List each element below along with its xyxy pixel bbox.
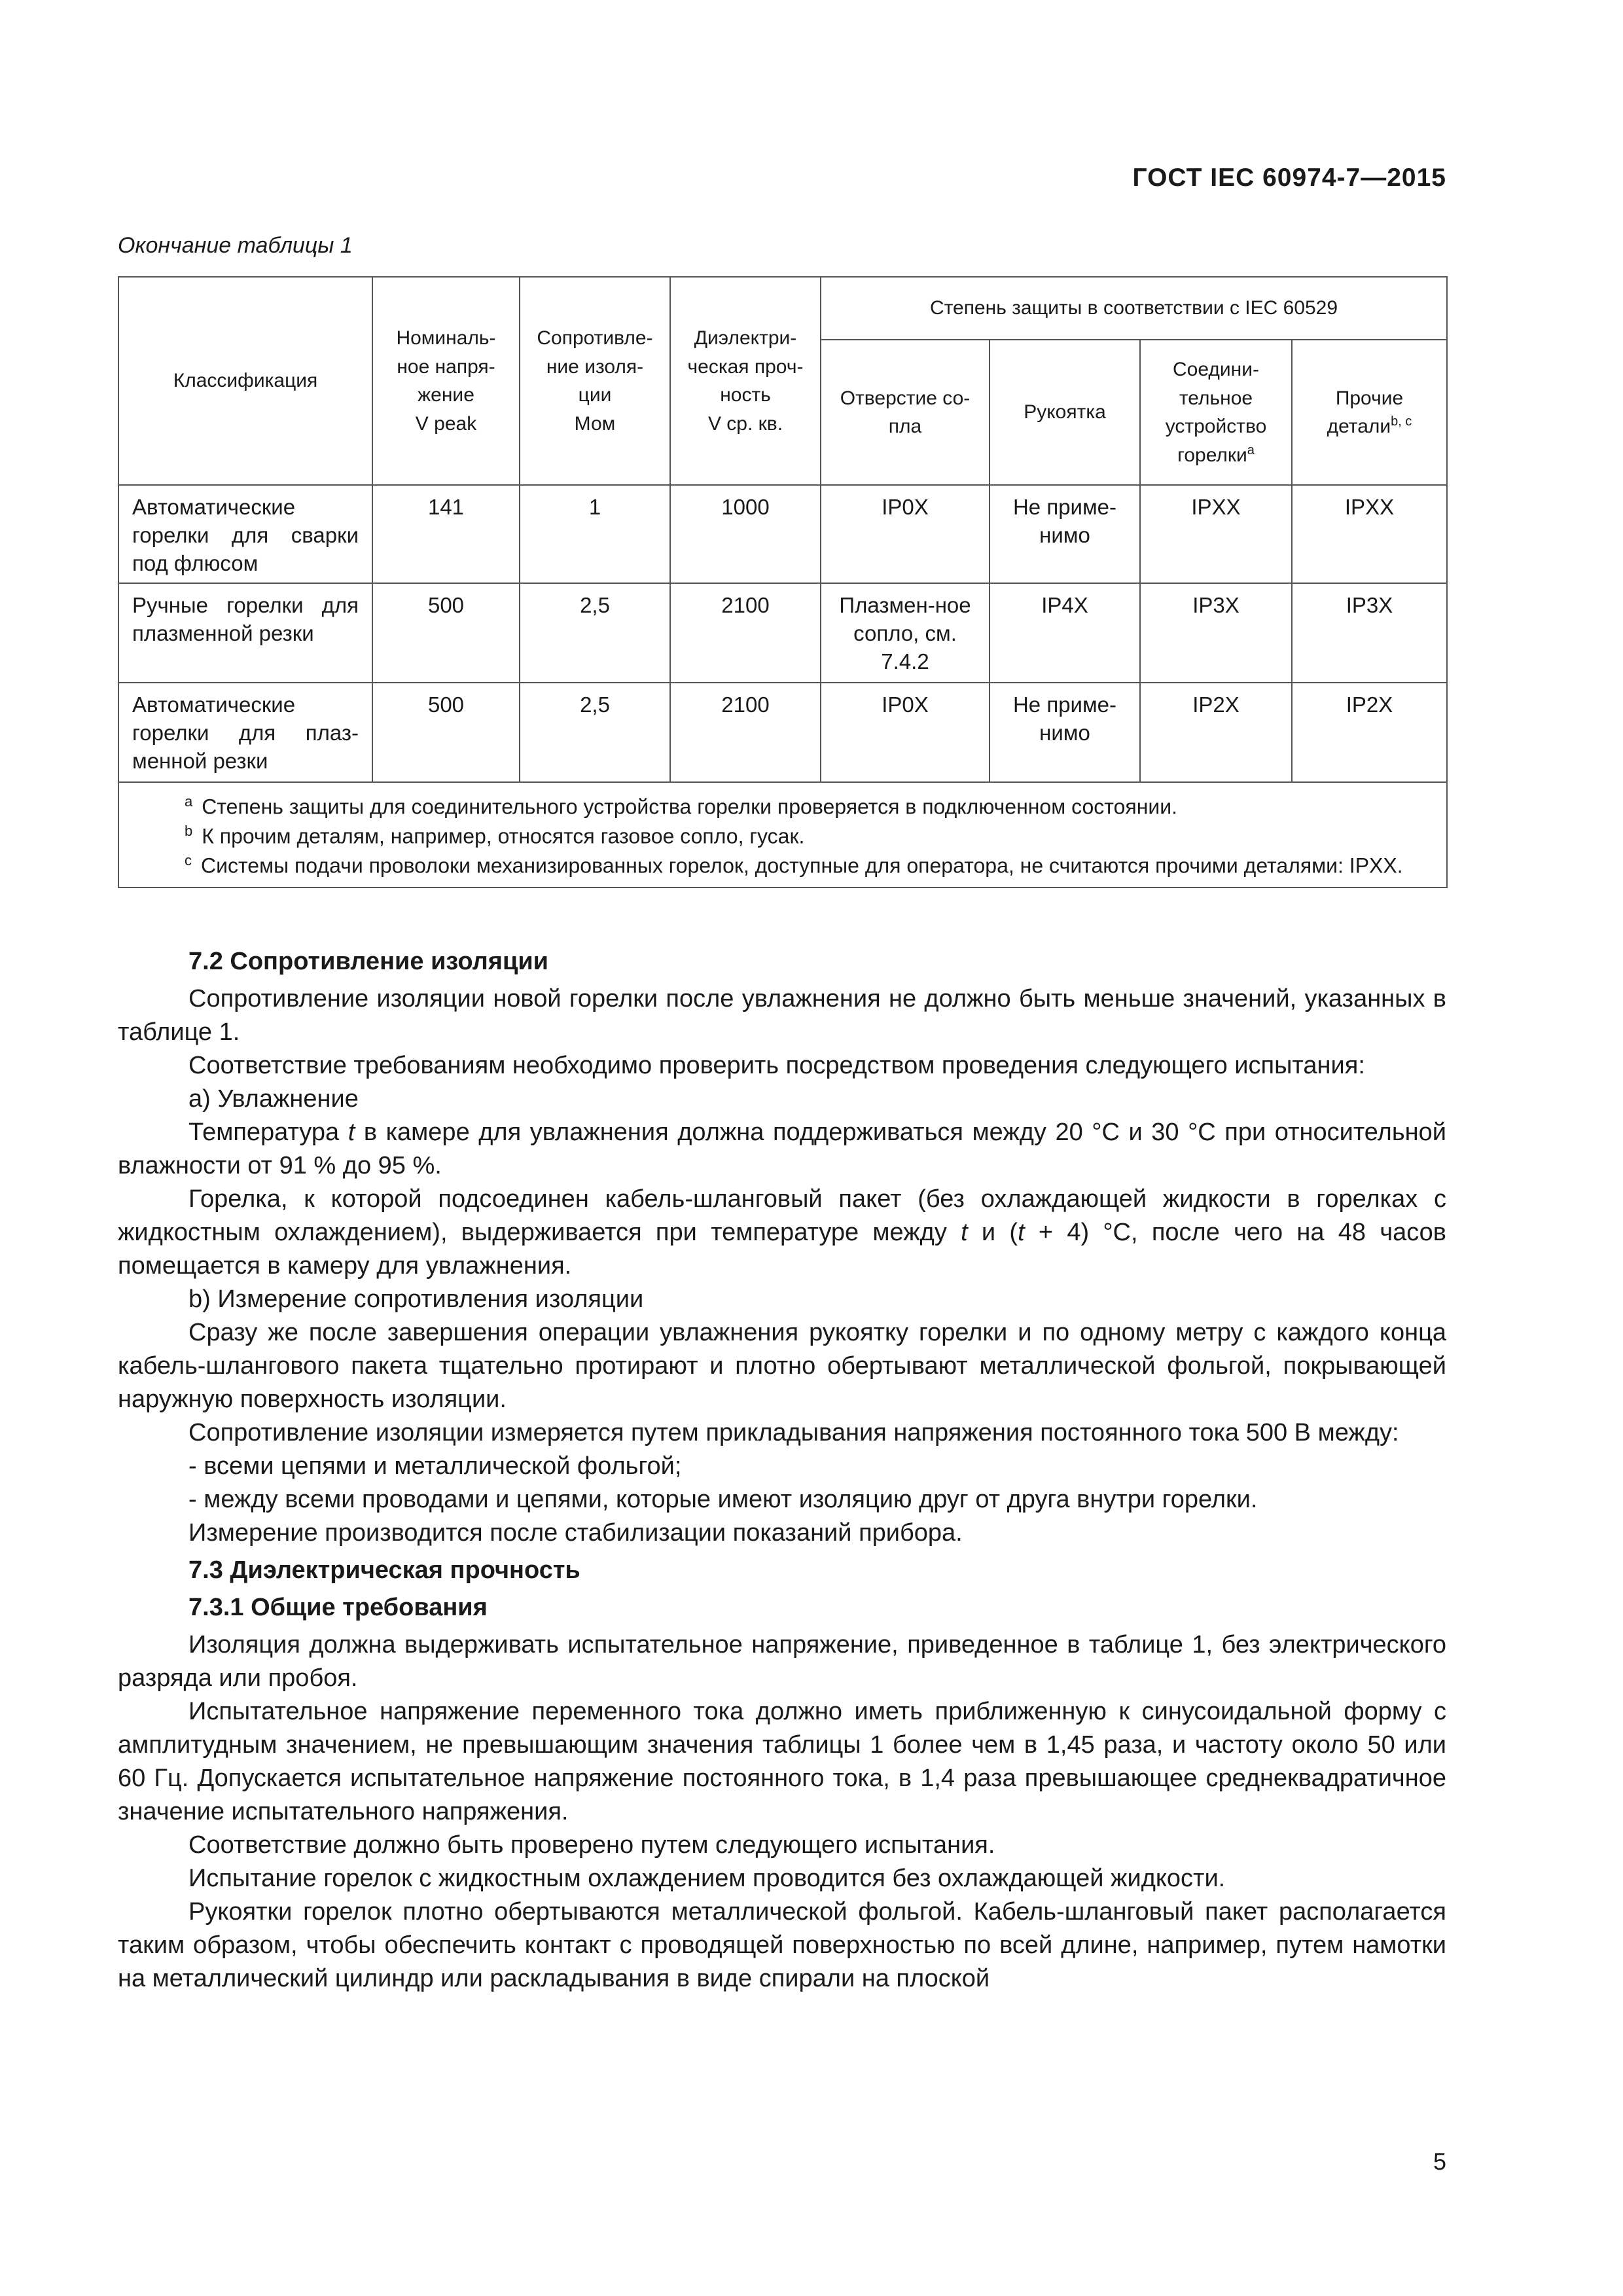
page-number: 5 — [1433, 2148, 1446, 2175]
cell-nozzle: Плазмен-ное сопло, см. 7.4.2 — [821, 583, 990, 683]
standard-designation: ГОСТ IEC 60974-7—2015 — [1132, 164, 1446, 192]
header-protection-group: Степень защиты в соответствии с IEC 60529 — [821, 277, 1447, 340]
cell-voltage: 500 — [372, 683, 520, 782]
cell-voltage: 500 — [372, 583, 520, 683]
cell-connector: IPXX — [1140, 485, 1292, 583]
table-notes-row — [118, 782, 1447, 888]
cell-voltage: 141 — [372, 485, 520, 583]
paragraph: Измерение производится после стабилизации показаний прибора. — [188, 1519, 963, 1547]
section-heading: 7.3 Диэлектрическая прочность — [188, 1556, 580, 1584]
subsection-heading: 7.3.1 Общие требования — [188, 1594, 488, 1621]
cell-dielectric: 1000 — [670, 485, 821, 583]
document-body — [118, 945, 1446, 1996]
paragraph: Горелка, к которой подсоединен кабель-шланговый пакет (без охлаждающей жидкости в горелках с жидкостным охлаждением), выдерживается при температуре между t и (t + 4) °С, после чего на 48 часов помещается в камеру для увлажнения. — [118, 1185, 1446, 1280]
cell-connector: IP3X — [1140, 583, 1292, 683]
header-connector: Соедини- тельное устройство горелки$^a$ — [1140, 340, 1292, 485]
cell-dielectric: 2100 — [670, 683, 821, 782]
paragraph: Сразу же после завершения операции увлажнения рукоятку горелки и по одному метру с каждого конца кабель-шлангового пакета тщательно протирают и плотно обертывают металлической фольгой, покрывающей наружную поверхность изоляции. — [118, 1319, 1446, 1413]
paragraph: а) Увлажнение — [188, 1085, 359, 1113]
cell-connector: IP2X — [1140, 683, 1292, 782]
paragraph: Температура t в камере для увлажнения должна поддерживаться между 20 °С и 30 °С при относительной влажности от 91 % до 95 %. — [118, 1119, 1446, 1179]
header-nozzle: Отверстие со- пла — [821, 340, 990, 485]
cell-other: IP2X — [1292, 683, 1447, 782]
cell-handle: Не приме-нимо — [990, 683, 1140, 782]
paragraph: Испытание горелок с жидкостным охлаждением проводится без охлаждающей жидкости. — [188, 1865, 1226, 1892]
table-row — [118, 683, 1447, 782]
paragraph: Испытательное напряжение переменного тока должно иметь приближенную к синусоидальной форму с амплитудным значением, не превышающим значения таблицы 1 более чем в 1,45 раза, и частоту около 50 или 60 Гц. Допускается испытательное напряжение постоянного тока, в 1,4 раза превышающее среднеквадратичное значение испытательного напряжения. — [118, 1698, 1446, 1825]
classification-table — [118, 276, 1448, 888]
cell-resistance: 2,5 — [520, 683, 670, 782]
cell-resistance: 1 — [520, 485, 670, 583]
cell-classification: Автоматические горелки для сварки под флюсом — [118, 485, 372, 583]
note-b: b К прочим деталям, например, относятся газовое сопло, гусак. — [185, 822, 805, 848]
table-caption: Окончание таблицы 1 — [118, 233, 353, 258]
header-voltage: Номиналь- ное напря- жение V peak — [372, 277, 520, 485]
cell-classification: Ручные горелки для плазменной резки — [118, 583, 372, 683]
cell-nozzle: IP0X — [821, 485, 990, 583]
header-classification: Классификация — [118, 277, 372, 485]
paragraph: Изоляция должна выдерживать испытательное напряжение, приведенное в таблице 1, без электрического разряда или пробоя. — [118, 1631, 1446, 1692]
table-row — [118, 583, 1447, 683]
list-item: - всеми цепями и металлической фольгой; — [188, 1452, 682, 1480]
table-row — [118, 485, 1447, 583]
paragraph: Соответствие должно быть проверено путем следующего испытания. — [188, 1831, 995, 1859]
cell-handle: IP4X — [990, 583, 1140, 683]
paragraph: b) Измерение сопротивления изоляции — [188, 1285, 644, 1313]
section-heading: 7.2 Сопротивление изоляции — [188, 948, 549, 975]
cell-other: IP3X — [1292, 583, 1447, 683]
paragraph: Рукоятки горелок плотно обертываются металлической фольгой. Кабель-шланговый пакет располагается таким образом, чтобы обеспечить контакт с проводящей поверхностью по всей длине, например, путем намотки на металлический цилиндр или раскладывания в виде спирали на плоской — [118, 1898, 1446, 1992]
table-notes — [118, 782, 1447, 888]
list-item: - между всеми проводами и цепями, которые имеют изоляцию друг от друга внутри горелки. — [188, 1486, 1258, 1513]
cell-other: IPXX — [1292, 485, 1447, 583]
note-c: c Системы подачи проволоки механизированных горелок, доступные для оператора, не считаются прочими деталями: IPXX. — [185, 852, 1403, 878]
cell-handle: Не приме-нимо — [990, 485, 1140, 583]
header-other: Прочие детали$^{b, c}$ — [1292, 340, 1447, 485]
cell-resistance: 2,5 — [520, 583, 670, 683]
header-resistance: Сопротивле- ние изоля- ции Мом — [520, 277, 670, 485]
header-dielectric: Диэлектри- ческая проч- ность V ср. кв. — [670, 277, 821, 485]
cell-classification: Автоматические горелки для плаз-менной резки — [118, 683, 372, 782]
paragraph: Сопротивление изоляции измеряется путем прикладывания напряжения постоянного тока 500 В между: — [188, 1419, 1399, 1446]
cell-nozzle: IP0X — [821, 683, 990, 782]
paragraph: Сопротивление изоляции новой горелки после увлажнения не должно быть меньше значений, указанных в таблице 1. — [118, 985, 1446, 1046]
header-handle: Рукоятка — [990, 340, 1140, 485]
note-a: a Степень защиты для соединительного устройства горелки проверяется в подключенном состоянии. — [185, 793, 1177, 819]
cell-dielectric: 2100 — [670, 583, 821, 683]
paragraph: Соответствие требованиям необходимо проверить посредством проведения следующего испытания: — [188, 1052, 1365, 1079]
